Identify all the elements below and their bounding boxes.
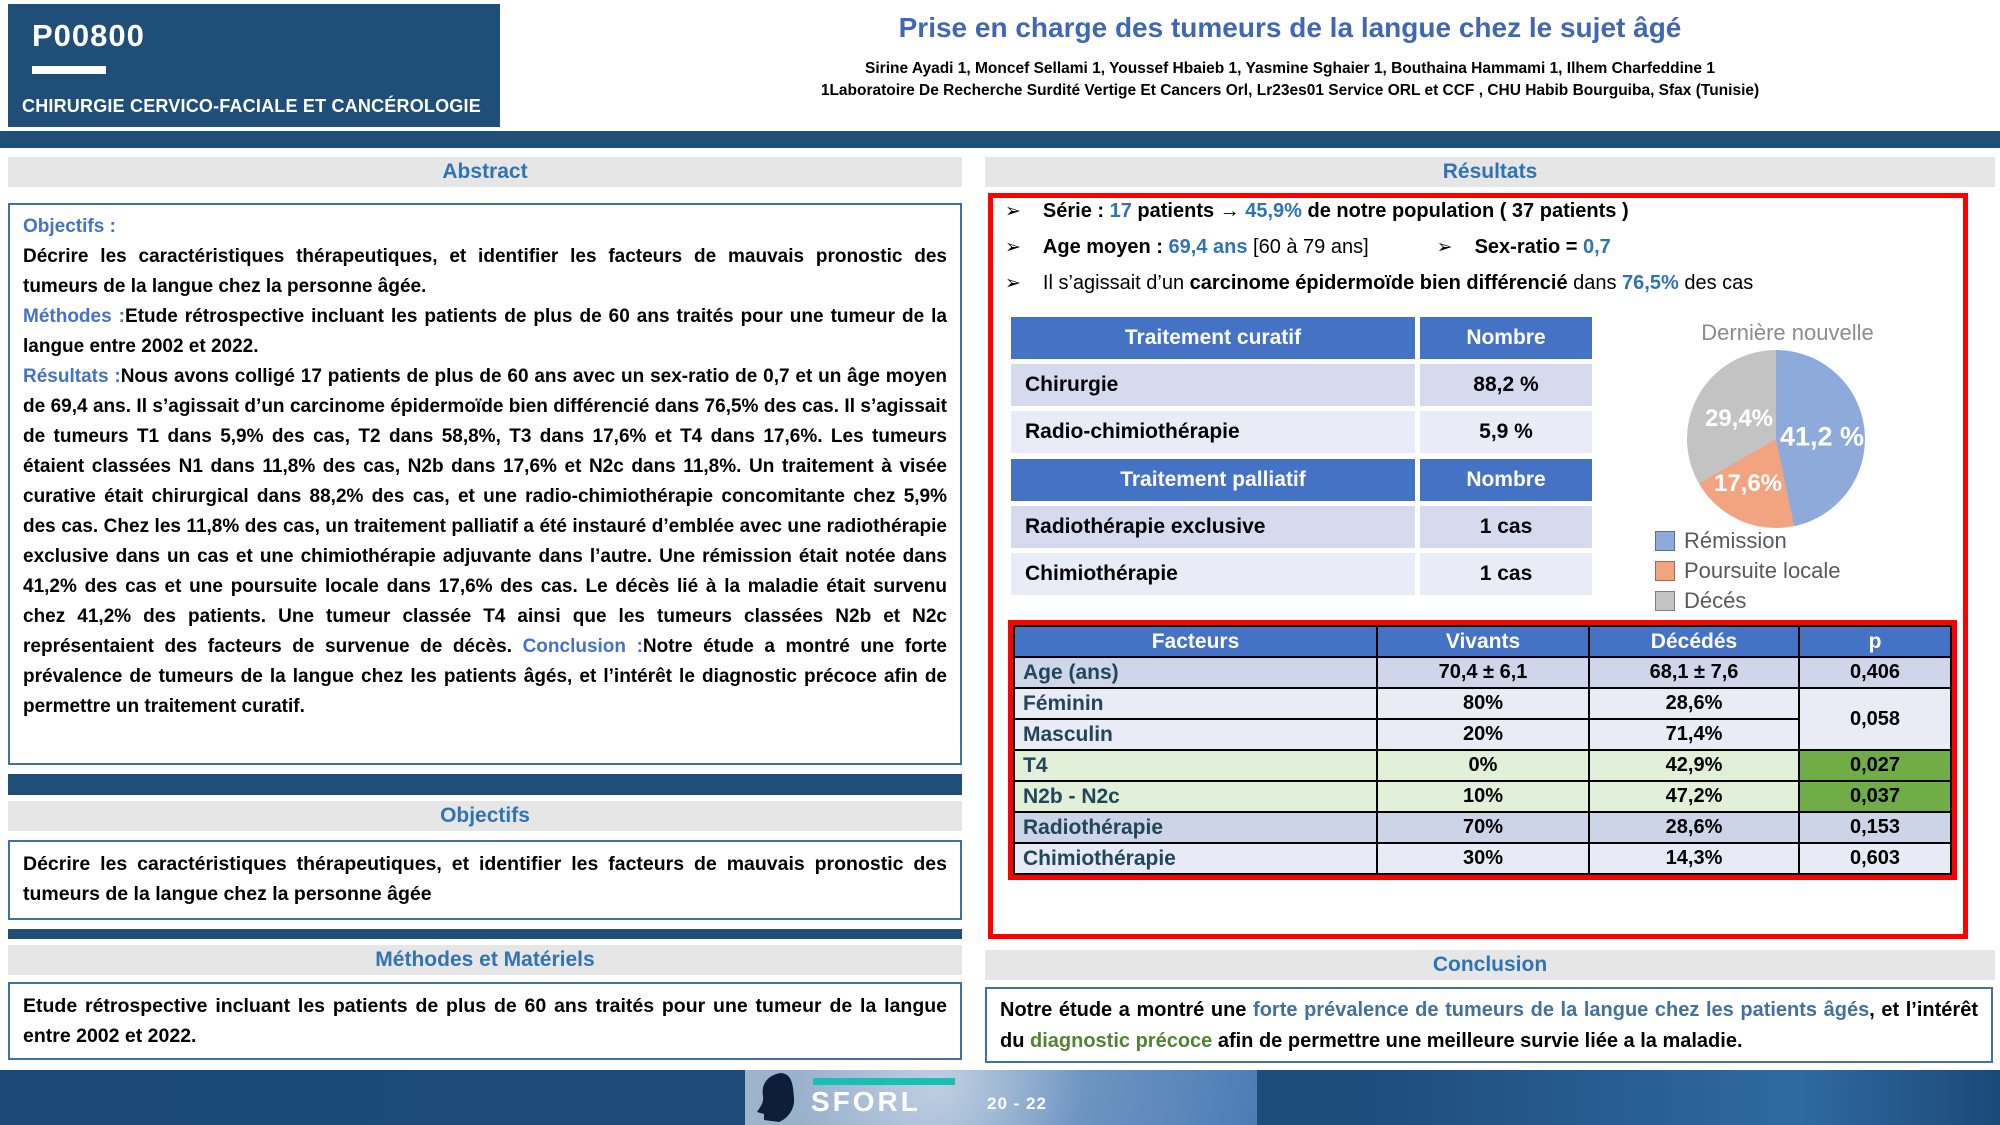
abstract-heading: Abstract xyxy=(8,157,962,187)
curative-treatment-table xyxy=(1011,317,1592,453)
abstract-objectifs-label: Objectifs : xyxy=(23,216,116,237)
outcome-pie-chart xyxy=(1615,320,1960,620)
objectifs-box: Décrire les caractéristiques thérapeutiques, et identifier les facteurs de mauvais pronostic des tumeurs de la langue chez la personne âgée xyxy=(8,840,962,920)
abstract-resultats-text: Nous avons colligé 17 patients de plus de 60 ans avec un sex-ratio de 0,7 et un âge moyen de 69,4 ans. Il s’agissait d’un carcinome épidermoïde bien différencié dans 76,5% des cas. Il s’agissait de tumeurs T1 dans 5,9% des cas, T2 dans 58,8%, T3 dans 17,6% et T4 dans 17,6%. Les tumeurs étaient classées N1 dans 11,8% des cas, N2b dans 17,6% et N2c dans 11,8%. Un traitement à visée curative était chirurgical dans 88,2% des cas, et une radio-chimiothérapie concomitante chez 5,9% des cas. Chez les 11,8% des cas, un traitement palliatif a été instauré d’emblée avec une radiothérapie exclusive dans un cas et une chimiothérapie adjuvante dans l’autre. Une rémission était notée dans 41,2% des cas et une poursuite locale dans 17,6% des cas. Le décès lié à la maladie était survenu chez 41,2% des patients. Une tumeur classée T4 ainsi que les tumeurs classées N2b et N2c représentaient des facteurs de survenue de décès. xyxy=(23,366,947,657)
palliative-treatment-table xyxy=(1011,459,1592,595)
table-row: N2b - N2c 10% 47,2% 0,037 xyxy=(1014,781,1951,812)
conclusion-heading: Conclusion xyxy=(985,950,1995,980)
table-header-cell: Décédés xyxy=(1589,626,1799,657)
table-row: Masculin 20% 71,4% xyxy=(1014,719,1951,750)
table-cell: Chimiothérapie xyxy=(1011,553,1415,595)
table-header-cell: Nombre xyxy=(1420,317,1592,359)
abstract-objectifs-text: Décrire les caractéristiques thérapeutiques, et identifier les facteurs de mauvais pronostic des tumeurs de la langue chez la personne âgée. xyxy=(23,246,947,297)
table-row: T4 0% 42,9% 0,027 xyxy=(1014,750,1951,781)
congress-tagline-bar xyxy=(813,1078,955,1085)
resultats-heading: Résultats xyxy=(985,157,1995,187)
arrow-bullet-icon: ➢ xyxy=(1436,237,1453,258)
table-header-cell: p xyxy=(1799,626,1951,657)
bullet-age-sexratio: ➢ Age moyen : 69,4 ans [60 à 79 ans] ➢ Sex-ratio = 0,7 xyxy=(1005,236,1611,258)
congress-dates: 20 - 22 xyxy=(987,1094,1047,1113)
table-header-cell: Nombre xyxy=(1420,459,1592,501)
table-cell: 5,9 % xyxy=(1420,411,1592,453)
face-profile-icon xyxy=(751,1072,803,1123)
methodes-box: Etude rétrospective incluant les patients de plus de 60 ans traités pour une tumeur de la langue entre 2002 et 2022. xyxy=(8,982,962,1060)
table-cell: 1 cas xyxy=(1420,506,1592,548)
header-title-area xyxy=(560,12,2000,100)
pie-chart-title: Dernière nouvelle xyxy=(1701,320,1874,345)
results-bullets xyxy=(1005,200,1955,308)
section-divider xyxy=(8,774,962,795)
objectifs-heading: Objectifs xyxy=(8,801,962,831)
significant-p-cell: 0,027 xyxy=(1799,750,1951,781)
legend-swatch-icon xyxy=(1655,591,1675,611)
affiliation-line: 1Laboratoire De Recherche Surdité Vertige Et Cancers Orl, Lr23es01 Service ORL et CCF , CHU Habib Bourguiba, Sfax (Tunisie) xyxy=(820,82,1760,99)
table-header-cell: Facteurs xyxy=(1014,626,1377,657)
table-row: Féminin 80% 28,6% 0,058 xyxy=(1014,688,1951,719)
table-row: Chimiothérapie 30% 14,3% 0,603 xyxy=(1014,843,1951,874)
sforl-congress-logo xyxy=(745,1070,1257,1125)
poster-title: Prise en charge des tumeurs de la langue chez le sujet âgé xyxy=(898,12,1682,43)
abstract-conclusion-label: Conclusion : xyxy=(522,636,643,657)
table-cell: Chirurgie xyxy=(1011,364,1415,406)
abstract-resultats-label: Résultats : xyxy=(23,366,121,387)
arrow-bullet-icon: ➢ xyxy=(1005,237,1021,258)
arrow-bullet-icon: ➢ xyxy=(1005,201,1021,222)
table-cell: Radio-chimiothérapie xyxy=(1011,411,1415,453)
sforl-logo-text: SFORL xyxy=(811,1086,921,1117)
legend-swatch-icon xyxy=(1655,561,1675,581)
code-underline xyxy=(32,66,106,74)
table-row: Radiothérapie 70% 28,6% 0,153 xyxy=(1014,812,1951,843)
abstract-box xyxy=(8,203,962,765)
table-header-cell: Vivants xyxy=(1377,626,1589,657)
abstract-conclusion-text: Notre étude a montré une forte prévalence de tumeurs de la langue chez les patients âgés, et l’intérêt le diagnostic précoce afin de permettre un traitement curatif. xyxy=(23,636,947,717)
abstract-methodes-text: Etude rétrospective incluant les patients de plus de 60 ans traités pour une tumeur de la langue entre 2002 et 2022. xyxy=(23,306,947,357)
section-divider xyxy=(8,929,962,939)
table-header-cell: Traitement curatif xyxy=(1011,317,1415,359)
prognostic-factors-table xyxy=(1008,620,1957,880)
legend-item-remission: Rémission xyxy=(1655,526,1841,556)
table-cell: 88,2 % xyxy=(1420,364,1592,406)
poster-code: P00800 xyxy=(32,18,145,53)
conclusion-box: Notre étude a montré une forte prévalence de tumeurs de la langue chez les patients âgés, et l’intérêt du diagnostic précoce afin de permettre une meilleure survie liée a la maladie. xyxy=(985,987,1993,1063)
pie-slice-label-remission: 41,2 % xyxy=(1779,421,1865,452)
legend-item-poursuite: Poursuite locale xyxy=(1655,556,1841,586)
pie-slice-label-poursuite: 17,6% xyxy=(1713,470,1783,497)
methodes-heading: Méthodes et Matériels xyxy=(8,945,962,975)
footer-banner xyxy=(0,1070,2000,1125)
arrow-bullet-icon: ➢ xyxy=(1005,273,1021,294)
poster-code-panel xyxy=(8,4,500,127)
table-cell: Radiothérapie exclusive xyxy=(1011,506,1415,548)
legend-swatch-icon xyxy=(1655,531,1675,551)
header-divider-bar xyxy=(0,131,2000,148)
abstract-methodes-label: Méthodes : xyxy=(23,306,126,327)
table-cell: 1 cas xyxy=(1420,553,1592,595)
authors-line: Sirine Ayadi 1, Moncef Sellami 1, Youssef Hbaieb 1, Yasmine Sghaier 1, Bouthaina Hammami 1, Ilhem Charfeddine 1 xyxy=(865,60,1715,77)
department-name: CHIRURGIE CERVICO-FACIALE ET CANCÉROLOGIE xyxy=(22,96,481,116)
pie-slice-label-deces: 29,4% xyxy=(1704,405,1774,432)
pie-legend xyxy=(1655,526,1841,616)
bullet-histologie: ➢ Il s’agissait d’un carcinome épidermoïde bien différencié dans 76,5% des cas xyxy=(1005,272,1754,294)
table-row: Age (ans) 70,4 ± 6,1 68,1 ± 7,6 0,406 xyxy=(1014,657,1951,688)
legend-item-deces: Décés xyxy=(1655,586,1841,616)
bullet-serie: ➢ Série : 17 patients → 45,9% de notre population ( 37 patients ) xyxy=(1005,200,1629,222)
table-header-cell: Traitement palliatif xyxy=(1011,459,1415,501)
table-header-row xyxy=(1014,626,1951,657)
significant-p-cell: 0,037 xyxy=(1799,781,1951,812)
